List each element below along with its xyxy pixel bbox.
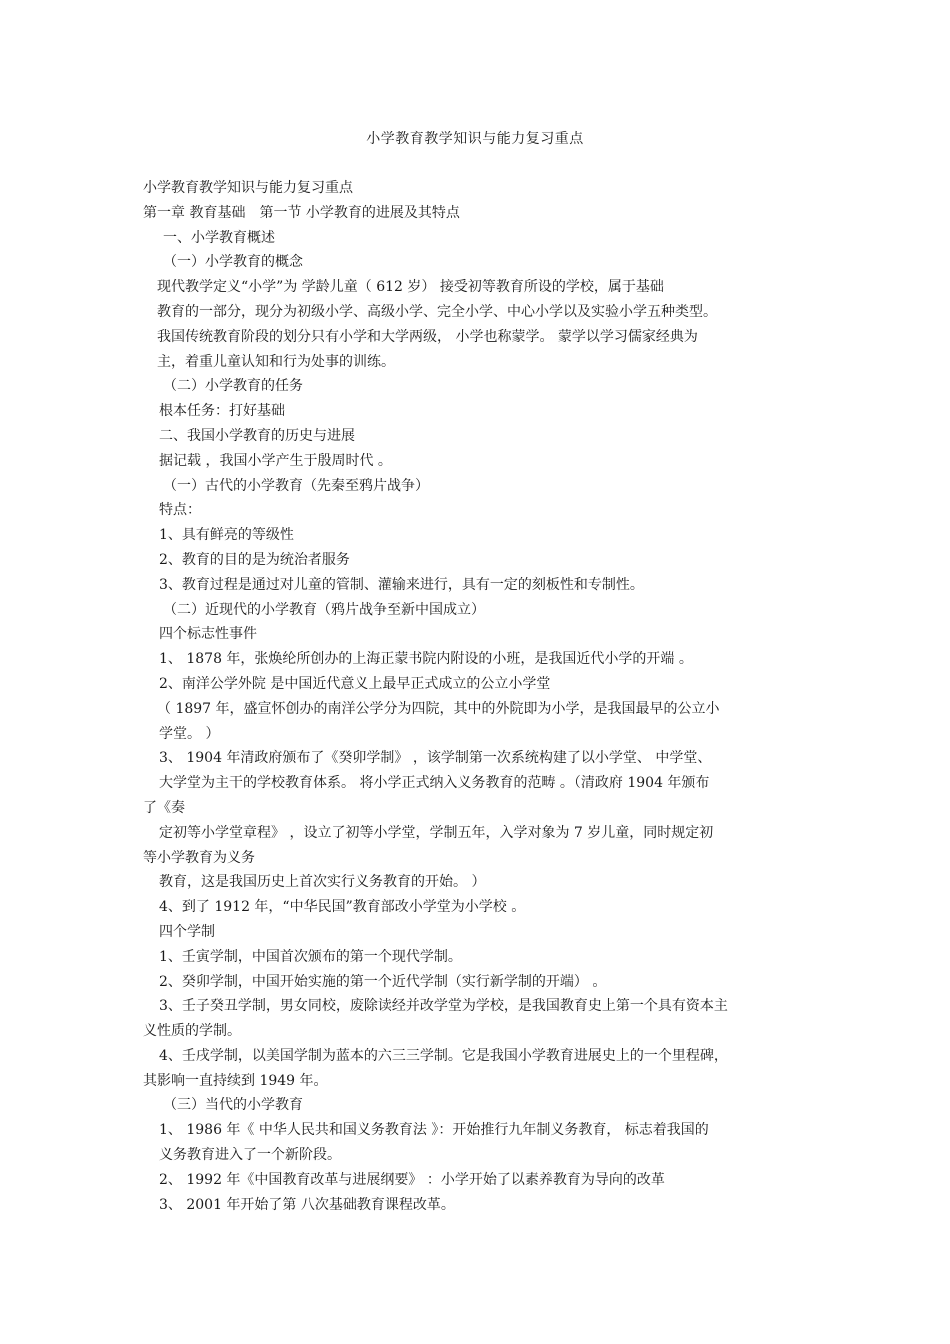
section-heading: 一、小学教育概述 — [163, 229, 275, 246]
document-title: 小学教育教学知识与能力复习重点 — [366, 131, 584, 147]
text-line: 教育的一部分，现分为初级小学、高级小学、完全小学、中心小学以及实验小学五种类型。 — [157, 303, 717, 320]
text-line: 其影响一直持续到 1949 年。 — [143, 1072, 328, 1089]
list-item: 3、壬子癸丑学制，男女同校，废除读经并改学堂为学校，是我国教育史上第一个具有资本主 — [159, 998, 728, 1015]
text-line: 教育，这是我国历史上首次实行义务教育的开始。 ） — [159, 874, 486, 891]
subsection-heading: （一）古代的小学教育（先秦至鸦片战争） — [163, 477, 429, 494]
text-line: 四个学制 — [159, 923, 215, 940]
text-line: 我国传统教育阶段的划分只有小学和大学两级， 小学也称蒙学。 蒙学以学习儒家经典为 — [157, 328, 698, 345]
text-line: 义务教育进入了一个新阶段。 — [159, 1147, 341, 1164]
list-item: 1、具有鲜亮的等级性 — [159, 527, 294, 544]
text-line: 特点： — [159, 502, 201, 519]
text-line: 大学堂为主干的学校教育体系。 将小学正式纳入义务教育的范畴 。（清政府 1904 年颁布 — [159, 775, 710, 792]
text-line: 据记载 ，我国小学产生于殷周时代 。 — [159, 452, 392, 469]
text-line: 学堂。 ） — [159, 725, 220, 742]
text-line: 义性质的学制。 — [143, 1023, 241, 1040]
list-item: 1、 1878 年，张焕纶所创办的上海正蒙书院内附设的小班，是我国近代小学的开端 。 — [159, 651, 693, 668]
chapter-heading: 第一章 教育基础 第一节 小学教育的进展及其特点 — [143, 204, 460, 221]
text-line: 根本任务：打好基础 — [159, 403, 285, 420]
section-heading: 二、我国小学教育的历史与进展 — [159, 427, 355, 444]
text-line: 小学教育教学知识与能力复习重点 — [143, 180, 353, 196]
text-line: 主，着重儿童认知和行为处事的训练。 — [157, 353, 395, 370]
subsection-heading: （二）小学教育的任务 — [163, 378, 303, 395]
list-item: 1、壬寅学制，中国首次颁布的第一个现代学制。 — [159, 948, 462, 965]
list-item: 3、教育过程是通过对儿童的管制、灌输来进行，具有一定的刻板性和专制性。 — [159, 576, 644, 593]
subsection-heading: （三）当代的小学教育 — [163, 1097, 303, 1114]
document-body — [143, 176, 813, 1217]
text-line: 等小学教育为义务 — [143, 849, 255, 866]
text-line: 现代教学定义“小学”为 学龄儿童（ 612 岁） 接受初等教育所设的学校，属于基础 — [157, 279, 664, 296]
list-item: 4、壬戌学制，以美国学制为蓝本的六三三学制。它是我国小学教育进展史上的一个里程碑， — [159, 1047, 728, 1064]
text-line: 定初等小学堂章程》 ，设立了初等小学堂，学制五年，入学对象为 7 岁儿童，同时规定初 — [159, 824, 714, 841]
text-line: （ 1897 年，盛宣怀创办的南洋公学分为四院，其中的外院即为小学，是我国最早的公立小 — [157, 700, 720, 717]
subsection-heading: （二）近现代的小学教育（鸦片战争至新中国成立） — [163, 601, 485, 618]
list-item: 2、 1992 年《中国教育改革与进展纲要》 ：小学开始了以素养教育为导向的改革 — [159, 1171, 665, 1188]
text-line: 四个标志性事件 — [159, 626, 257, 643]
list-item: 2、癸卯学制，中国开始实施的第一个近代学制（实行新学制的开端） 。 — [159, 973, 607, 990]
subsection-heading: （一）小学教育的概念 — [163, 254, 303, 271]
list-item: 2、教育的目的是为统治者服务 — [159, 551, 350, 568]
list-item: 3、 2001 年开始了第 八次基础教育课程改革。 — [159, 1196, 455, 1213]
list-item: 3、 1904 年清政府颁布了《癸卯学制》 ，该学制第一次系统构建了以小学堂、 中学堂、 — [159, 750, 712, 767]
list-item: 4、到了 1912 年，“中华民国”教育部改小学堂为小学校 。 — [159, 899, 526, 916]
list-item: 2、南洋公学外院 是中国近代意义上最早正式成立的公立小学堂 — [159, 675, 551, 692]
text-line: 了《奏 — [143, 799, 185, 816]
list-item: 1、 1986 年《 中华人民共和国义务教育法 》：开始推行九年制义务教育， 标志着我国的 — [159, 1122, 709, 1139]
